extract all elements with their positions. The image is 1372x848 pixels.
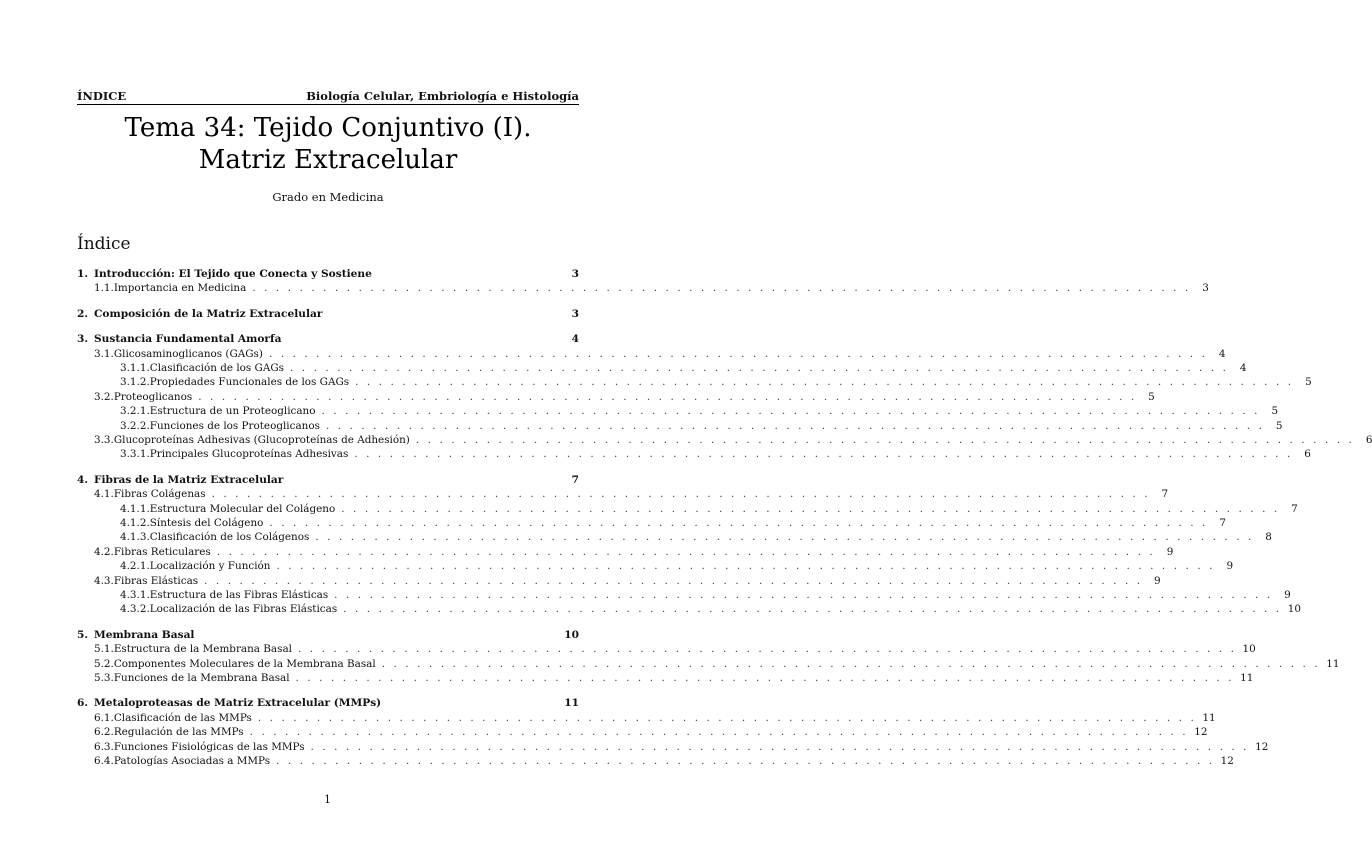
toc-entry[interactable] — [77, 375, 1312, 389]
toc-entry[interactable] — [77, 447, 1311, 461]
document-subtitle: Grado en Medicina — [272, 190, 384, 204]
toc-entry-leader: . . . . . . . . . . . . . . . . . . . . . . . . . . . . . . . . . . . . . . . . . . . . . . . . . . . . . . . . . . . . . . . . . . . . . . . . . . . . . . . . — [216, 545, 1156, 558]
toc-entry-leader: . . . . . . . . . . . . . . . . . . . . . . . . . . . . . . . . . . . . . . . . . . . . . . . . . . . . . . . . . . . . . . . . . . . . . . . . . . . . . . . . — [325, 419, 1265, 432]
toc-entry-title: Fibras de la Matriz Extracelular — [94, 473, 284, 486]
toc-entry-leader: . . . . . . . . . . . . . . . . . . . . . . . . . . . . . . . . . . . . . . . . . . . . . . . . . . . . . . . . . . . . . . . . . . . . . . . . . . . . . . . . — [257, 711, 1197, 724]
toc-entry-number: 4.1.1. — [120, 502, 150, 515]
toc-entry-page: 3 — [571, 268, 579, 280]
toc-entry-page: 12 — [1194, 726, 1208, 739]
toc-entry-page: 9 — [1166, 545, 1174, 558]
toc-entry-title: Principales Glucoproteínas Adhesivas — [149, 448, 349, 461]
toc-entry-leader: . . . . . . . . . . . . . . . . . . . . . . . . . . . . . . . . . . . . . . . . . . . . . . . . . . . . . . . . . . . . . . . . . . . . . . . . . . . . . . . . — [198, 390, 1137, 403]
toc-entry[interactable] — [77, 419, 1283, 433]
toc-entry-number: 5. — [77, 628, 89, 641]
toc-entry-leader: . . . . . . . . . . . . . . . . . . . . . . . . . . . . . . . . . . . . . . . . . . . . . . . . . . . . . . . . . . . . . . . . . . . . . . . . . . . . . . . . — [295, 672, 1235, 684]
toc-entry-number: 4.2. — [94, 545, 114, 558]
toc-entry-page: 11 — [1326, 657, 1340, 670]
toc-entry-title: Funciones de los Proteoglicanos — [149, 419, 320, 432]
toc-heading: Índice — [77, 234, 131, 254]
toc-entry-page: 7 — [1291, 502, 1298, 515]
toc-entry-title: Estructura de un Proteoglicano — [149, 405, 316, 418]
toc-entry-number: 5.1. — [94, 643, 114, 656]
toc-entry[interactable] — [77, 559, 1234, 573]
toc-entry[interactable] — [77, 725, 1208, 739]
toc-entry-page: 12 — [1255, 740, 1269, 753]
toc-entry-number: 4.3. — [94, 574, 114, 587]
toc-entry-page: 9 — [1284, 589, 1291, 601]
toc-entry-page: 5 — [1275, 419, 1283, 432]
toc-entry-page: 5 — [1148, 390, 1155, 403]
toc-entry-title: Glucoproteínas Adhesivas (Glucoproteínas de Adhesión) — [113, 434, 410, 446]
toc-entry-title: Componentes Moleculares de la Membrana Basal — [113, 657, 376, 670]
toc-entry-number: 4.1.3. — [120, 531, 150, 544]
toc-entry-title: Funciones de la Membrana Basal — [113, 672, 290, 684]
toc-entry-title: Membrana Basal — [94, 628, 195, 641]
toc-entry-title: Glicosaminoglicanos (GAGs) — [113, 347, 263, 360]
toc-entry-page: 7 — [1219, 517, 1226, 529]
toc-entry-number: 3.3. — [94, 434, 114, 446]
toc-entry-page: 3 — [571, 307, 579, 320]
toc-entry-title: Composición de la Matriz Extracelular — [94, 307, 323, 320]
toc-entry-page: 9 — [1154, 574, 1161, 587]
toc-entry-number: 3.2.2. — [120, 419, 150, 432]
toc-entry-title: Síntesis del Colágeno — [149, 517, 264, 529]
toc-entry[interactable] — [77, 347, 1226, 361]
toc-entry-number: 6.3. — [94, 740, 114, 753]
toc-entry[interactable] — [77, 696, 579, 710]
toc-entry-page: 11 — [564, 697, 579, 710]
toc-entry-number: 3.2. — [94, 390, 114, 403]
toc-entry-title: Proteoglicanos — [113, 390, 193, 403]
toc-entry-page: 9 — [1226, 560, 1234, 573]
toc-entry-title: Clasificación de los GAGs — [149, 362, 284, 374]
page-number: 1 — [324, 793, 331, 806]
toc-entry-title: Regulación de las MMPs — [113, 726, 244, 739]
toc-entry-title: Fibras Colágenas — [113, 488, 206, 501]
toc-entry-leader: . . . . . . . . . . . . . . . . . . . . . . . . . . . . . . . . . . . . . . . . . . . . . . . . . . . . . . . . . . . . . . . . . . . . . . . . . . . . . . . . — [341, 502, 1280, 515]
toc-entry-number: 3.3.1. — [120, 448, 150, 461]
toc-entry[interactable] — [77, 642, 1256, 656]
toc-entry-title: Importancia en Medicina — [113, 282, 247, 295]
toc-entry-leader: . . . . . . . . . . . . . . . . . . . . . . . . . . . . . . . . . . . . . . . . . . . . . . . . . . . . . . . . . . . . . . . . . . . . . . . . . . . . . . . . — [297, 643, 1237, 656]
toc-entry-page: 8 — [1265, 531, 1272, 544]
toc-entry-page: 6 — [1304, 448, 1311, 461]
toc-entry-leader: . . . . . . . . . . . . . . . . . . . . . . . . . . . . . . . . . . . . . . . . . . . . . . . . . . . . . . . . . . . . . . . . . . . . . . . . . . . . . . . . — [268, 347, 1208, 360]
toc-entry-title: Clasificación de los Colágenos — [149, 531, 310, 544]
toc-entry[interactable] — [77, 602, 1301, 616]
toc-entry-leader: . . . . . . . . . . . . . . . . . . . . . . . . . . . . . . . . . . . . . . . . . . . . . . . . . . . . . . . . . . . . . . . . . . . . . . . . . . . . . . . . — [310, 740, 1250, 753]
toc-entry[interactable] — [77, 281, 1209, 295]
toc-entry-leader: . . . . . . . . . . . . . . . . . . . . . . . . . . . . . . . . . . . . . . . . . . . . . . . . . . . . . . . . . . . . . . . . . . . . . . . . . . . . . . . . — [211, 488, 1151, 501]
toc-entry-number: 4.1.2. — [120, 517, 150, 529]
toc-entry[interactable] — [77, 530, 1272, 544]
toc-entry-leader: . . . . . . . . . . . . . . . . . . . . . . . . . . . . . . . . . . . . . . . . . . . . . . . . . . . . . . . . . . . . . . . . . . . . . . . . . . . . . . . . — [315, 531, 1254, 544]
toc-entry[interactable] — [77, 657, 1340, 671]
toc-entry[interactable] — [77, 361, 1247, 375]
toc-entry[interactable] — [77, 267, 579, 281]
toc-entry-number: 3.1.2. — [120, 376, 150, 389]
toc-entry[interactable] — [77, 307, 579, 321]
toc-entry-title: Localización y Función — [149, 560, 271, 573]
toc-entry-number: 1. — [77, 268, 89, 280]
toc-entry-page: 4 — [1218, 347, 1226, 360]
toc-entry-page: 10 — [1287, 603, 1301, 616]
toc-entry-leader: . . . . . . . . . . . . . . . . . . . . . . . . . . . . . . . . . . . . . . . . . . . . . . . . . . . . . . . . . . . . . . . . . . . . . . . . . . . . . . . . — [276, 560, 1216, 573]
toc-entry[interactable] — [77, 433, 1372, 447]
toc-entry-page: 11 — [1240, 672, 1254, 684]
toc-entry[interactable] — [77, 711, 1216, 725]
toc-entry[interactable] — [77, 390, 1155, 404]
toc-entry-leader: . . . . . . . . . . . . . . . . . . . . . . . . . . . . . . . . . . . . . . . . . . . . . . . . . . . . . . . . . . . . . . . . . . . . . . . . . . . . . . . . — [249, 726, 1189, 739]
toc-entry-number: 1.1. — [94, 282, 114, 295]
toc-entry[interactable] — [77, 473, 579, 487]
title-line-2: Matriz Extracelular — [198, 145, 458, 175]
toc-entry[interactable] — [77, 516, 1226, 530]
toc-entry-number: 4.1. — [94, 488, 114, 501]
toc-entry-number: 5.3. — [94, 672, 114, 684]
toc-entry-leader: . . . . . . . . . . . . . . . . . . . . . . . . . . . . . . . . . . . . . . . . . . . . . . . . . . . . . . . . . . . . . . . . . . . . . . . . . . . . . . . . — [321, 405, 1261, 418]
toc-entry-page: 7 — [571, 473, 579, 486]
toc-entry-title: Sustancia Fundamental Amorfa — [94, 333, 282, 346]
toc-entry[interactable] — [77, 754, 1234, 768]
toc-entry-number: 3.1.1. — [120, 362, 150, 374]
toc-entry-number: 6.1. — [94, 711, 114, 724]
toc-entry[interactable] — [77, 740, 1269, 754]
toc-entry[interactable] — [77, 502, 1298, 516]
toc-entry-leader: . . . . . . . . . . . . . . . . . . . . . . . . . . . . . . . . . . . . . . . . . . . . . . . . . . . . . . . . . . . . . . . . . . . . . . . . . . . . . . . . — [334, 589, 1273, 601]
toc-entry-number: 3.1. — [94, 347, 114, 360]
toc-entry-page: 11 — [1202, 711, 1216, 724]
toc-entry[interactable] — [77, 671, 1254, 685]
toc-entry-title: Metaloproteasas de Matriz Extracelular (MMPs) — [94, 697, 382, 710]
toc-entry-number: 6.2. — [94, 726, 114, 739]
toc-entry[interactable] — [77, 628, 579, 642]
toc-entry-leader: . . . . . . . . . . . . . . . . . . . . . . . . . . . . . . . . . . . . . . . . . . . . . . . . . . . . . . . . . . . . . . . . . . . . . . . . . . . . . . . . — [355, 376, 1294, 389]
toc-entry-title: Introducción: El Tejido que Conecta y Sostiene — [94, 268, 372, 280]
toc-entry[interactable] — [77, 545, 1174, 559]
toc-entry-title: Localización de las Fibras Elásticas — [149, 603, 338, 616]
toc-entry-page: 5 — [1271, 405, 1279, 418]
toc-entry-leader: . . . . . . . . . . . . . . . . . . . . . . . . . . . . . . . . . . . . . . . . . . . . . . . . . . . . . . . . . . . . . . . . . . . . . . . . . . . . . . . . — [269, 517, 1208, 529]
toc-entry-number: 5.2. — [94, 657, 114, 670]
toc-entry-title: Fibras Reticulares — [113, 545, 211, 558]
toc-entry-page: 10 — [1242, 643, 1256, 656]
toc-entry-title: Estructura de las Fibras Elásticas — [149, 589, 329, 601]
toc-entry[interactable] — [77, 404, 1279, 418]
toc-entry-title: Funciones Fisiológicas de las MMPs — [113, 740, 305, 753]
toc-entry-page: 4 — [1239, 362, 1247, 374]
header-left: ÍNDICE — [77, 89, 127, 103]
toc-entry-title: Patologías Asociadas a MMPs — [113, 755, 271, 767]
toc-entry-number: 4.3.1. — [120, 589, 150, 601]
toc-entry-number: 3. — [77, 333, 89, 346]
toc-entry-leader: . . . . . . . . . . . . . . . . . . . . . . . . . . . . . . . . . . . . . . . . . . . . . . . . . . . . . . . . . . . . . . . . . . . . . . . . . . . . . . . . — [276, 755, 1215, 767]
header-right: Biología Celular, Embriología e Histología — [306, 89, 579, 103]
toc-entry-number: 4.2.1. — [120, 560, 150, 573]
toc-entry[interactable] — [77, 332, 579, 346]
toc-entry-leader: . . . . . . . . . . . . . . . . . . . . . . . . . . . . . . . . . . . . . . . . . . . . . . . . . . . . . . . . . . . . . . . . . . . . . . . . . . . . . . . . — [204, 574, 1143, 587]
toc-entry-page: 10 — [564, 628, 579, 641]
toc-entry-page: 7 — [1161, 488, 1169, 501]
toc-entry-page: 3 — [1202, 282, 1209, 295]
toc-entry-leader: . . . . . . . . . . . . . . . . . . . . . . . . . . . . . . . . . . . . . . . . . . . . . . . . . . . . . . . . . . . . . . . . . . . . . . . . . . . . . . . . — [289, 362, 1229, 374]
toc-entry[interactable] — [77, 487, 1169, 501]
toc-entry-leader: . . . . . . . . . . . . . . . . . . . . . . . . . . . . . . . . . . . . . . . . . . . . . . . . . . . . . . . . . . . . . . . . . . . . . . . . . . . . . . . . — [354, 448, 1293, 461]
toc-entry-number: 2. — [77, 307, 89, 320]
toc-entry-number: 4.3.2. — [120, 603, 150, 616]
toc-entry-page: 6 — [1365, 434, 1372, 446]
toc-entry-leader: . . . . . . . . . . . . . . . . . . . . . . . . . . . . . . . . . . . . . . . . . . . . . . . . . . . . . . . . . . . . . . . . . . . . . . . . . . . . . . . . — [252, 282, 1191, 295]
toc-entry-title: Propiedades Funcionales de los GAGs — [149, 376, 350, 389]
toc-entry-leader: . . . . . . . . . . . . . . . . . . . . . . . . . . . . . . . . . . . . . . . . . . . . . . . . . . . . . . . . . . . . . . . . . . . . . . . . . . . . . . . . — [343, 603, 1282, 616]
toc-entry[interactable] — [77, 574, 1161, 588]
toc-entry-page: 12 — [1220, 755, 1234, 767]
toc-entry-title: Fibras Elásticas — [113, 574, 199, 587]
title-line-1: Tema 34: Tejido Conjuntivo (I). — [124, 113, 532, 143]
toc-entry-number: 4. — [77, 473, 89, 486]
toc-entry-title: Estructura de la Membrana Basal — [113, 643, 292, 656]
toc-entry-page: 4 — [571, 333, 579, 346]
toc-entry-page: 5 — [1305, 376, 1312, 389]
toc-entry-leader: . . . . . . . . . . . . . . . . . . . . . . . . . . . . . . . . . . . . . . . . . . . . . . . . . . . . . . . . . . . . . . . . . . . . . . . . . . . . . . . . — [381, 657, 1321, 670]
toc-entry-title: Clasificación de las MMPs — [113, 711, 252, 724]
toc-entry-number: 3.2.1. — [120, 405, 150, 418]
toc-entry-leader: . . . . . . . . . . . . . . . . . . . . . . . . . . . . . . . . . . . . . . . . . . . . . . . . . . . . . . . . . . . . . . . . . . . . . . . . . . . . . . . . — [415, 434, 1355, 446]
toc-entry[interactable] — [77, 588, 1291, 602]
toc-entry-number: 6.4. — [94, 755, 114, 767]
toc-entry-title: Estructura Molecular del Colágeno — [149, 502, 336, 515]
toc-entry-number: 6. — [77, 697, 89, 710]
